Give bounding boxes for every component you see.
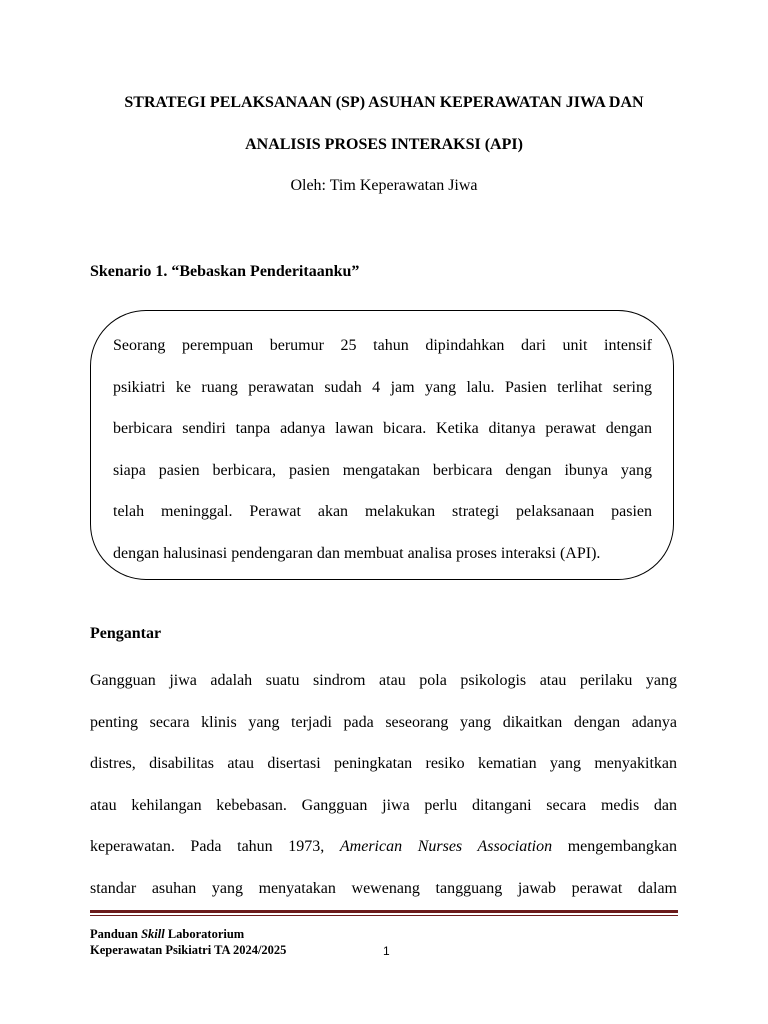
paragraph-line: penting secara klinis yang terjadi pada seseorang yang dikaitkan dengan adanya [90, 713, 677, 731]
paragraph-line: Gangguan jiwa adalah suatu sindrom atau pola psikologis atau perilaku yang [90, 672, 677, 689]
paragraph-line [90, 826, 677, 868]
scenario-line: psikiatri ke ruang perawatan sudah 4 jam yang lalu. Pasien terlihat sering [113, 378, 652, 396]
line-text-end: mengembangkan [552, 838, 678, 856]
paragraph-line: distres, disabilitas atau disertasi peningkatan resiko kematian yang menyakitkan [90, 755, 677, 773]
document-title-line-2: ANALISIS PROSES INTERAKSI (API) [245, 136, 523, 153]
scenario-heading: Skenario 1. “Bebaskan Penderitaanku” [90, 263, 360, 280]
page-number: 1 [383, 944, 390, 958]
footer-line-1 [90, 926, 286, 942]
footer-prefix: Panduan [90, 927, 142, 941]
italic-organization-name: American Nurses Association [339, 838, 553, 856]
footer-italic-word: Skill [141, 927, 165, 941]
footer-rule-thin [90, 915, 678, 916]
line-text-start: keperawatan. Pada tahun 1973, [90, 838, 340, 856]
scenario-line: Seorang perempuan berumur 25 tahun dipindahkan dari unit intensif [113, 337, 652, 354]
footer-suffix: Laboratorium [164, 927, 245, 941]
footer-text [90, 926, 286, 958]
paragraph-line: atau kehilangan kebebasan. Gangguan jiwa perlu ditangani secara medis dan [90, 796, 677, 814]
paragraph-line: standar asuhan yang menyatakan wewenang tangguang jawab perawat dalam [90, 879, 677, 897]
document-title-line-1: STRATEGI PELAKSANAAN (SP) ASUHAN KEPERAWATAN JIWA DAN [124, 94, 644, 111]
document-author: Oleh: Tim Keperawatan Jiwa [290, 177, 478, 194]
footer-rule-thick [90, 910, 678, 913]
scenario-text [113, 325, 652, 575]
scenario-line: berbicara sendiri tanpa adanya lawan bicara. Ketika ditanya perawat dengan [113, 420, 652, 438]
scenario-line: telah meninggal. Perawat akan melakukan strategi pelaksanaan pasien [113, 503, 652, 521]
scenario-line: siapa pasien berbicara, pasien mengatakan berbicara dengan ibunya yang [113, 461, 652, 479]
footer-line-2: Keperawatan Psikiatri TA 2024/2025 [90, 943, 287, 957]
introduction-paragraph [90, 660, 677, 910]
scenario-line: dengan halusinasi pendengaran dan membuat analisa proses interaksi (API). [113, 544, 601, 562]
section-heading-pengantar: Pengantar [90, 625, 162, 642]
